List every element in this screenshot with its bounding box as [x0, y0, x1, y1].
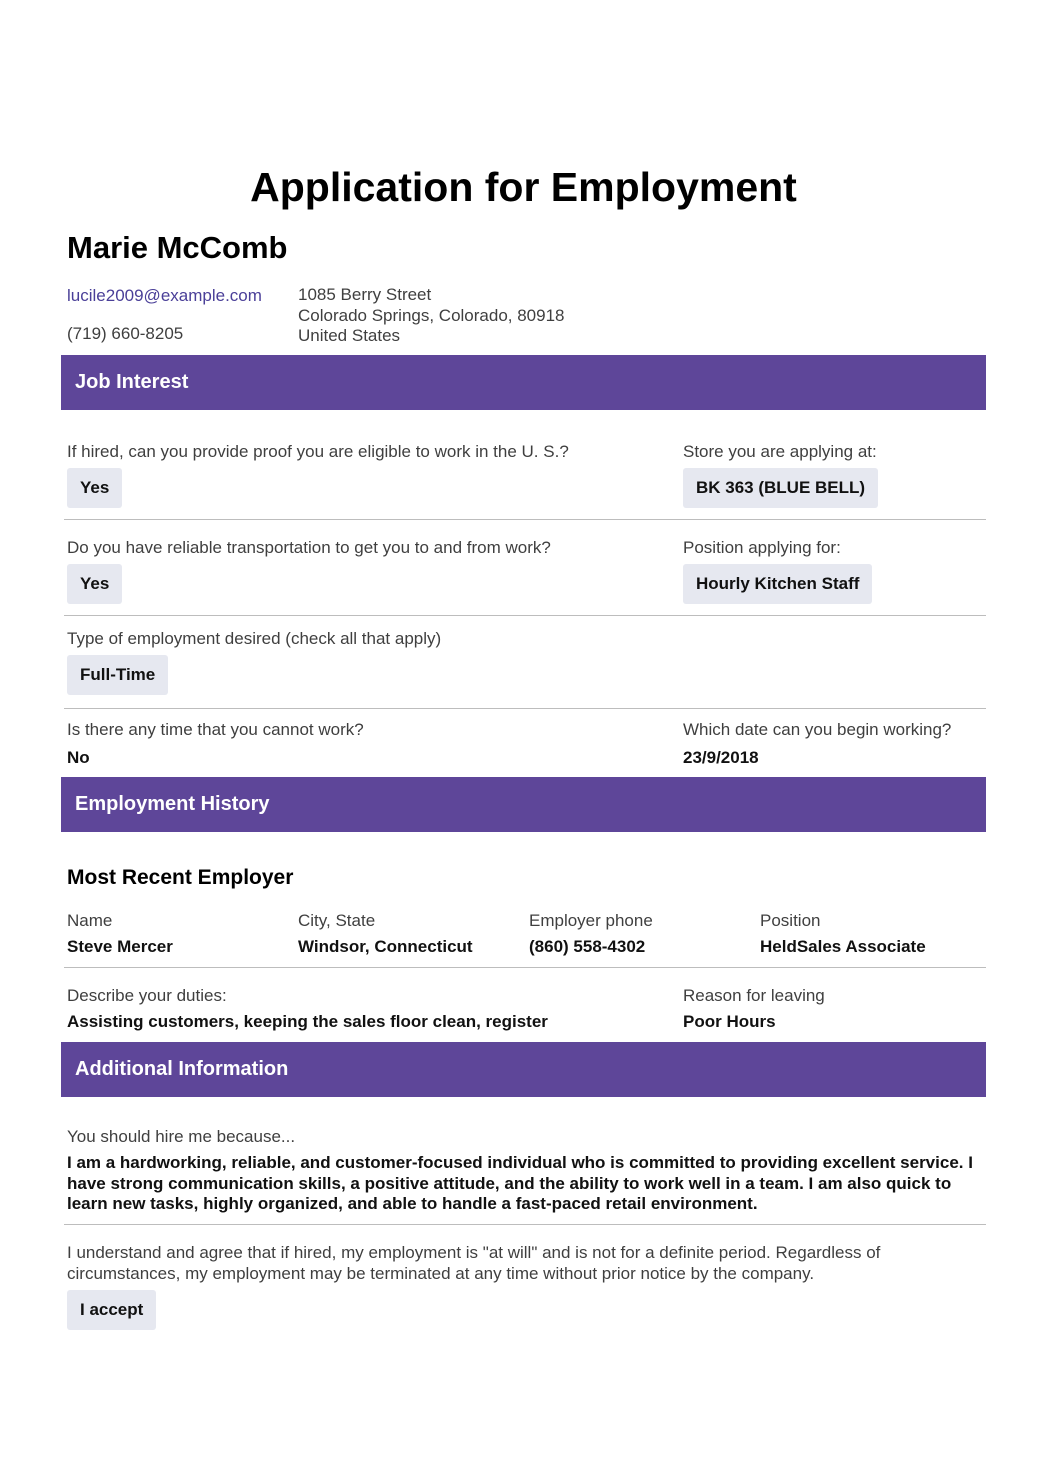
section-header-additional-information: Additional Information [61, 1042, 986, 1097]
reason-leaving-label: Reason for leaving [683, 986, 825, 1005]
store-answer-chip: BK 363 (BLUE BELL) [683, 468, 878, 508]
employer-city-value: Windsor, Connecticut [298, 937, 473, 956]
applicant-address [298, 285, 565, 347]
applicant-phone: (719) 660-8205 [67, 324, 184, 343]
divider [64, 615, 986, 616]
divider [64, 519, 986, 520]
most-recent-employer-heading: Most Recent Employer [67, 866, 294, 889]
start-date-question: Which date can you begin working? [683, 720, 952, 739]
position-answer-chip: Hourly Kitchen Staff [683, 564, 872, 604]
at-will-agreement-text: I understand and agree that if hired, my employment is "at will" and is not for a definite period. Regardless of circumstances, my employment may be terminated at any time without prior notice by the company. [67, 1243, 881, 1283]
cannot-work-question: Is there any time that you cannot work? [67, 720, 364, 739]
applicant-email-link[interactable]: lucile2009@example.com [67, 286, 262, 305]
eligible-question: If hired, can you provide proof you are eligible to work in the U. S.? [67, 442, 569, 461]
divider [64, 708, 986, 709]
address-line-1: 1085 Berry Street [298, 285, 432, 304]
section-header-employment-history: Employment History [61, 777, 986, 832]
duties-value: Assisting customers, keeping the sales floor clean, register [67, 1012, 548, 1031]
hire-me-label: You should hire me because... [67, 1127, 296, 1146]
employer-phone-label: Employer phone [529, 911, 653, 930]
employer-name-value: Steve Mercer [67, 937, 173, 956]
employer-city-label: City, State [298, 911, 376, 930]
address-line-3: United States [298, 326, 401, 345]
address-line-2: Colorado Springs, Colorado, 80918 [298, 305, 565, 325]
employment-type-question: Type of employment desired (check all that apply) [67, 629, 442, 648]
applicant-name: Marie McComb [67, 230, 288, 265]
accept-answer-chip: I accept [67, 1290, 156, 1330]
start-date-answer: 23/9/2018 [683, 748, 759, 767]
hire-me-answer: I am a hardworking, reliable, and customer-focused individual who is committed to providing excellent service. I have strong communication skills, a positive attitude, and the ability to work well in a team. I am also quick to learn new tasks, highly organized, and able to handle a fast-paced retail environment. [67, 1153, 973, 1213]
employer-phone-value: (860) 558-4302 [529, 937, 646, 956]
employer-name-label: Name [67, 911, 113, 930]
section-header-job-interest: Job Interest [61, 355, 986, 410]
divider [64, 1224, 986, 1225]
transport-question: Do you have reliable transportation to get you to and from work? [67, 538, 551, 557]
position-question: Position applying for: [683, 538, 841, 557]
employment-type-answer-chip: Full-Time [67, 655, 168, 695]
divider [64, 967, 986, 968]
store-question: Store you are applying at: [683, 442, 877, 461]
duties-label: Describe your duties: [67, 986, 227, 1005]
employer-position-value: HeldSales Associate [760, 937, 926, 956]
eligible-answer-chip: Yes [67, 468, 122, 508]
cannot-work-answer: No [67, 748, 90, 767]
transport-answer-chip: Yes [67, 564, 122, 604]
document-title: Application for Employment [250, 164, 797, 210]
employer-position-label: Position [760, 911, 821, 930]
reason-leaving-value: Poor Hours [683, 1012, 776, 1031]
